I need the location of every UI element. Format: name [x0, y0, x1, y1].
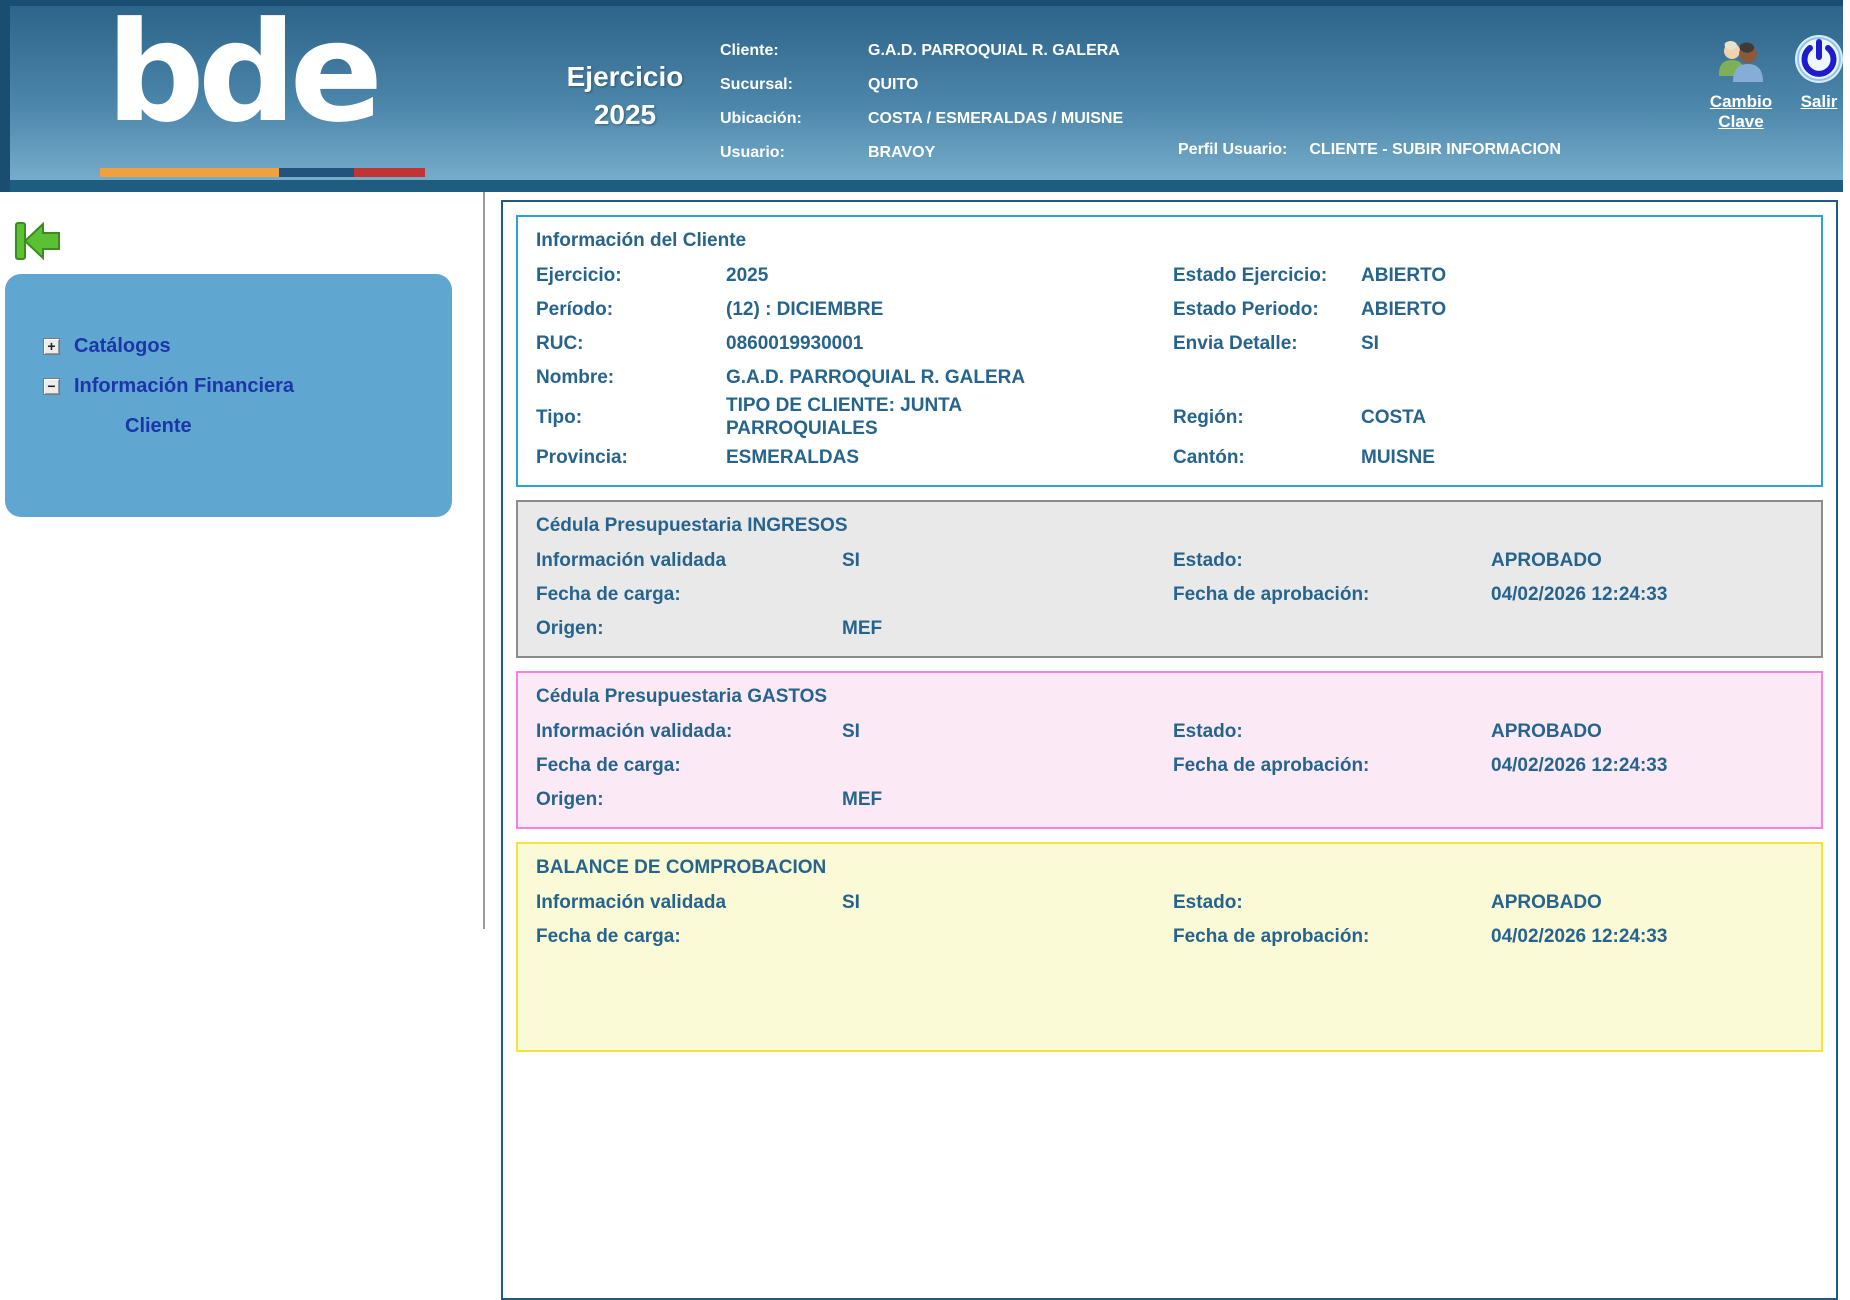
header-row-ubicacion	[720, 102, 1123, 136]
field-value: MEF	[842, 617, 883, 639]
field-label	[1173, 612, 1491, 646]
back-arrow-icon[interactable]	[14, 220, 62, 262]
status-box-title: Cédula Presupuestaria GASTOS	[536, 685, 828, 707]
status-grid	[536, 715, 1821, 817]
field-value: G.A.D. PARROQUIAL R. GALERA	[726, 367, 1026, 388]
field-value: QUITO	[868, 76, 919, 93]
field-value	[1491, 612, 1821, 646]
field-value	[1491, 783, 1821, 817]
header-row-cliente	[720, 34, 1123, 68]
content-divider	[483, 192, 485, 929]
field-label: Estado:	[1173, 891, 1243, 913]
field-label: Usuario:	[720, 144, 785, 161]
field-label: Tipo:	[536, 406, 583, 428]
field-value: MEF	[842, 788, 883, 810]
field-label: Envia Detalle:	[1173, 333, 1298, 354]
sidebar-item-catalogos[interactable]	[5, 326, 452, 366]
field-label: Fecha de aprobación:	[1173, 583, 1370, 605]
power-icon[interactable]	[1794, 34, 1844, 84]
logout-action[interactable]	[1788, 34, 1850, 112]
field-value	[842, 749, 1173, 783]
status-box-gastos	[516, 671, 1823, 829]
field-value: COSTA	[1361, 406, 1427, 428]
field-label: Fecha de carga:	[536, 925, 681, 947]
field-label: Estado:	[1173, 549, 1243, 571]
exercise-label: Ejercicio	[566, 61, 684, 92]
collapse-minus-icon[interactable]: −	[43, 378, 60, 395]
profile-value: CLIENTE - SUBIR INFORMACION	[1309, 141, 1561, 158]
field-label: Ejercicio:	[536, 265, 622, 286]
profile-label: Perfil Usuario:	[1178, 141, 1288, 158]
sidebar-menu	[5, 274, 452, 517]
field-label: Sucursal:	[720, 76, 793, 93]
users-icon[interactable]	[1715, 40, 1767, 84]
ecuador-tricolor-stripe	[100, 168, 425, 177]
status-grid	[536, 886, 1821, 954]
stripe-orange	[100, 168, 279, 177]
sidebar-item-cliente[interactable]	[5, 406, 452, 446]
sidebar-item-label[interactable]: Cliente	[125, 414, 192, 437]
status-badge: APROBADO	[1491, 891, 1602, 913]
field-value: BRAVOY	[868, 144, 936, 161]
field-value: TIPO DE CLIENTE: JUNTA PARROQUIALES	[726, 395, 962, 439]
header-bottom-bar	[10, 180, 1843, 192]
field-value: COSTA / ESMERALDAS / MUISNE	[868, 110, 1124, 127]
status-badge: APROBADO	[1491, 549, 1602, 571]
field-value: G.A.D. PARROQUIAL R. GALERA	[868, 42, 1120, 59]
stripe-navy	[279, 168, 354, 177]
field-value	[842, 578, 1173, 612]
field-value: SI	[842, 720, 860, 742]
field-label: Cliente:	[720, 42, 779, 59]
exercise-year: 2025	[593, 98, 657, 130]
field-value	[1361, 361, 1821, 395]
stripe-red	[354, 168, 426, 177]
field-value: 0860019930001	[726, 333, 864, 354]
bde-logo: bde	[106, 0, 377, 153]
field-label: Ubicación:	[720, 110, 802, 127]
logout-link[interactable]: Salir	[1800, 92, 1838, 111]
status-box-ingresos	[516, 500, 1823, 658]
field-label	[1173, 361, 1361, 395]
app-header	[0, 0, 1843, 192]
sidebar-item-label[interactable]: Información Financiera	[74, 374, 295, 397]
client-info-grid	[536, 259, 1821, 475]
field-label: Origen:	[536, 617, 604, 639]
field-value: 04/02/2026 12:24:33	[1491, 583, 1668, 605]
status-grid	[536, 544, 1821, 646]
field-value: 2025	[726, 265, 769, 286]
change-password-link[interactable]: Cambio Clave	[1709, 92, 1773, 131]
status-box-title: Cédula Presupuestaria INGRESOS	[536, 514, 848, 536]
field-label: Estado:	[1173, 720, 1243, 742]
field-label: Fecha de carga:	[536, 754, 681, 776]
change-password-action[interactable]	[1696, 40, 1786, 132]
field-value: (12) : DICIEMBRE	[726, 299, 884, 320]
field-label: Período:	[536, 299, 614, 320]
field-label: RUC:	[536, 333, 584, 354]
field-value: ESMERALDAS	[726, 446, 860, 468]
field-value: SI	[1361, 333, 1379, 354]
field-label: Fecha de carga:	[536, 583, 681, 605]
field-value: ABIERTO	[1361, 265, 1447, 286]
field-value: 04/02/2026 12:24:33	[1491, 754, 1668, 776]
field-label: Estado Ejercicio:	[1173, 265, 1328, 286]
field-value: SI	[842, 891, 860, 913]
field-label: Provincia:	[536, 446, 628, 468]
status-box-balance	[516, 842, 1823, 1052]
field-label: Cantón:	[1173, 446, 1245, 468]
status-badge: APROBADO	[1491, 720, 1602, 742]
main-content	[501, 200, 1838, 1300]
header-row-usuario	[720, 136, 1123, 170]
header-row-sucursal	[720, 68, 1123, 102]
client-info-box	[516, 215, 1823, 487]
field-label: Fecha de aprobación:	[1173, 754, 1370, 776]
field-value	[842, 920, 1173, 954]
expand-plus-icon[interactable]: +	[43, 338, 60, 355]
sidebar-item-label[interactable]: Catálogos	[74, 334, 171, 357]
field-label: Estado Periodo:	[1173, 299, 1319, 320]
sidebar-item-informacion-financiera[interactable]	[5, 366, 452, 406]
field-value: MUISNE	[1361, 446, 1435, 468]
field-label: Información validada	[536, 549, 727, 571]
fiscal-exercise	[530, 58, 720, 134]
field-label: Información validada:	[536, 720, 733, 742]
field-label: Origen:	[536, 788, 604, 810]
header-client-fields	[720, 34, 1123, 170]
field-label	[1173, 783, 1491, 817]
field-label: Región:	[1173, 406, 1244, 428]
client-info-title: Información del Cliente	[536, 230, 747, 251]
field-label: Información validada	[536, 891, 727, 913]
field-label: Fecha de aprobación:	[1173, 925, 1370, 947]
field-value: SI	[842, 549, 860, 571]
field-value: 04/02/2026 12:24:33	[1491, 925, 1668, 947]
header-profile	[1178, 133, 1561, 167]
field-label: Nombre:	[536, 367, 615, 388]
status-box-title: BALANCE DE COMPROBACION	[536, 856, 827, 878]
field-value: ABIERTO	[1361, 299, 1447, 320]
